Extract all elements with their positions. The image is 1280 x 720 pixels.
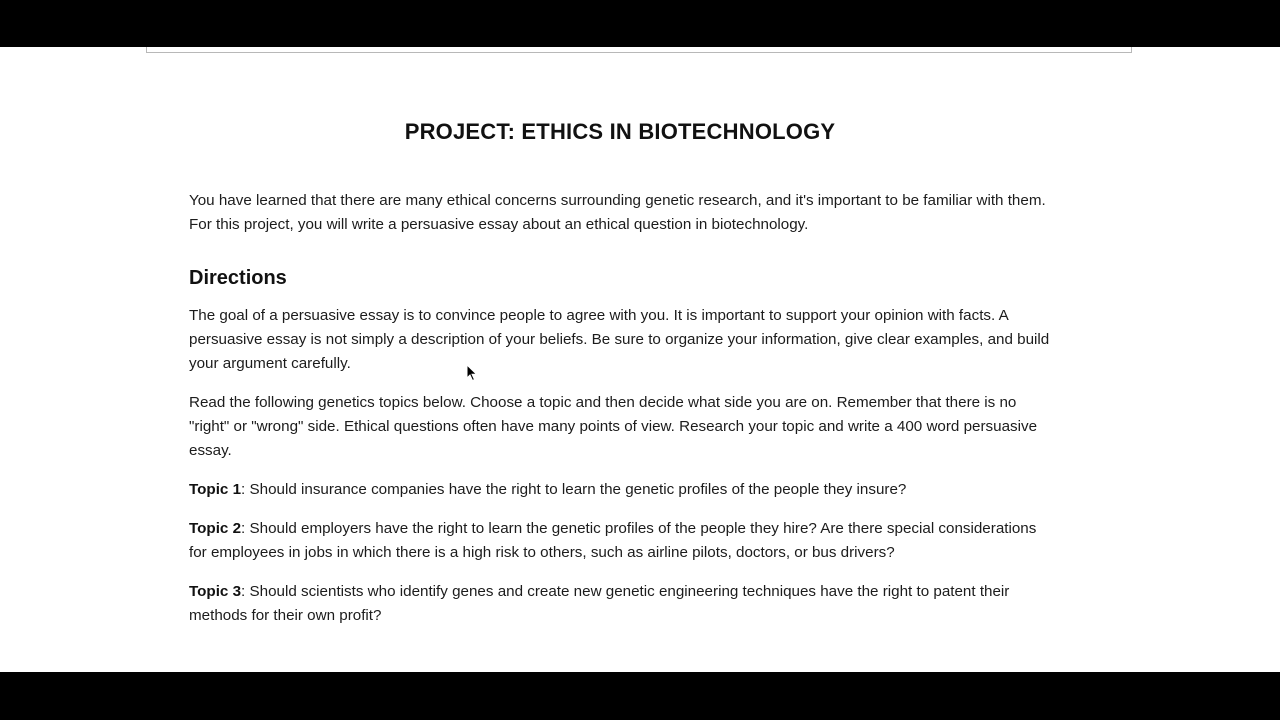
directions-heading: Directions bbox=[189, 267, 287, 289]
mouse-pointer-icon bbox=[466, 364, 478, 382]
topic-1-text: : Should insurance companies have the right to learn the genetic profiles of the people they insure? bbox=[241, 481, 907, 498]
directions-paragraph-2: Read the following genetics topics below. Choose a topic and then decide what side you are on. Remember that there is no "right" or "wrong" side. Ethical questions often have many points of view. Research your topic and write a 400 word persuasive essay. bbox=[189, 394, 1038, 459]
topic-1 bbox=[189, 478, 1054, 502]
topic-3 bbox=[189, 580, 1054, 628]
topic-2 bbox=[189, 517, 1054, 565]
directions-paragraph-1: The goal of a persuasive essay is to convince people to agree with you. It is important to support your opinion with facts. A persuasive essay is not simply a description of your beliefs. Be sure to organize your information, give clear examples, and build your argument carefully. bbox=[189, 307, 1050, 372]
letterbox-top bbox=[0, 0, 1280, 47]
topic-2-label: Topic 2 bbox=[189, 520, 242, 537]
content-frame-edge bbox=[146, 47, 1132, 53]
letterbox-bottom bbox=[0, 672, 1280, 720]
topic-3-label: Topic 3 bbox=[189, 583, 242, 600]
page-title: PROJECT: ETHICS IN BIOTECHNOLOGY bbox=[404, 119, 836, 144]
topic-2-text: : Should employers have the right to learn the genetic profiles of the people they hire? Are there special considerations for employees in jobs in which there is a high risk to others, such as airline pilots, doctors, or bus drivers? bbox=[189, 520, 1037, 561]
intro-paragraph: You have learned that there are many ethical concerns surrounding genetic research, and it's important to be familiar with them. For this project, you will write a persuasive essay about an ethical question in biotechnology. bbox=[189, 192, 1046, 233]
document-viewport[interactable] bbox=[0, 47, 1280, 672]
topic-1-label: Topic 1 bbox=[189, 481, 242, 498]
topic-3-text: : Should scientists who identify genes and create new genetic engineering techniques have the right to patent their methods for their own profit? bbox=[189, 583, 1010, 624]
